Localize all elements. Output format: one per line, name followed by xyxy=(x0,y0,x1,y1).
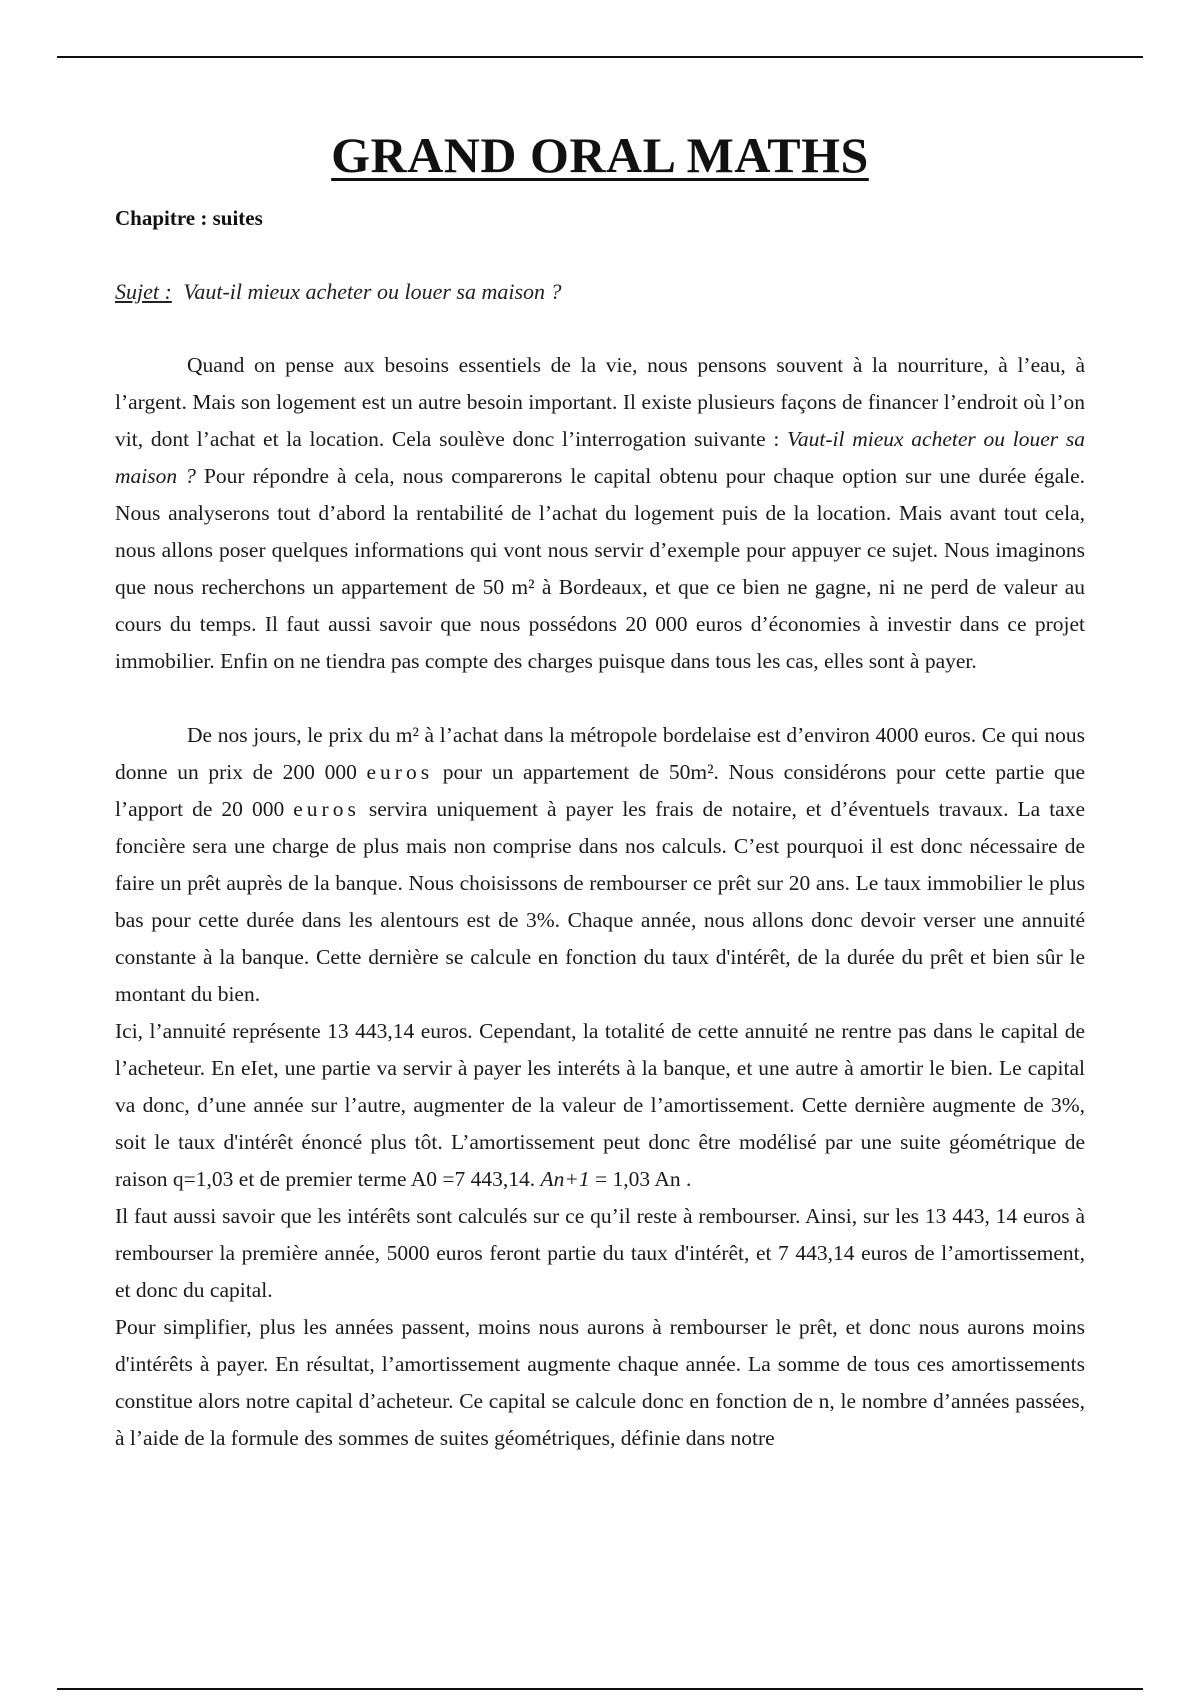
paragraph-purchase-euros-2: euros xyxy=(293,797,360,821)
subject-line xyxy=(115,279,562,305)
document-body xyxy=(115,347,1085,1457)
paragraph-purchase-text-a: De nos jours, le prix du m² à l’achat dans la métropole bordelaise est d’environ 4000 euros. Ce qui nous donne un prix de 200 000 xyxy=(115,723,1085,784)
formula-lhs: An+1 xyxy=(540,1167,590,1191)
formula-rhs: = 1,03 An . xyxy=(595,1167,692,1191)
bottom-rule xyxy=(57,1688,1143,1690)
top-rule xyxy=(57,56,1143,58)
paragraph-purchase-price xyxy=(115,717,1085,1013)
paragraph-annuity xyxy=(115,1013,1085,1198)
chapter-heading: Chapitre : suites xyxy=(115,206,263,230)
paragraph-purchase-euros-1: euros xyxy=(366,760,434,784)
paragraph-purchase-text-c: servira uniquement à payer les frais de notaire, et d’éventuels travaux. La taxe foncière sera une charge de plus mais non comprise dans nos calculs. C’est pourquoi il est donc nécessaire de faire un prêt auprès de la banque. Nous choisissons de rembourser ce prêt sur 20 ans. Le taux immobilier le plus bas pour cette durée dans les alentours est de 3%. Chaque année, nous allons donc devoir verser une annuité constante à la banque. Cette dernière se calcule en fonction du taux d'intérêt, de la durée du prêt et bien sûr le montant du bien. xyxy=(115,797,1086,1006)
paragraph-intro-text-a: Quand on pense aux besoins essentiels de la vie, nous pensons souvent à la nourriture, à l’eau, à l’argent. Mais son logement est un autre besoin important. Il existe plusieurs façons de financer l’endroit où l’on vit, dont l’achat et la location. Cela soulève donc l’interrogation suivante : xyxy=(115,353,1085,451)
paragraph-purchase-text-b: pour un appartement de 50m². Nous considérons pour cette partie que l’apport de 20 000 xyxy=(115,760,1086,821)
paragraph-intro xyxy=(115,347,1085,680)
page-title: GRAND ORAL MATHS xyxy=(331,126,869,183)
paragraph-intro-question: Vaut-il mieux acheter ou louer sa maison ? xyxy=(115,427,1085,488)
paragraph-intro-text-b: Pour répondre à cela, nous comparerons le capital obtenu pour chaque option sur une durée égale. Nous analyserons tout d’abord la rentabilité de l’achat du logement puis de la location. Mais avant tout cela, nous allons poser quelques informations qui vont nous servir d’exemple pour appuyer ce sujet. Nous imaginons que nous recherchons un appartement de 50 m² à Bordeaux, et que ce bien ne gagne, ni ne perd de valeur au cours du temps. Il faut aussi savoir que nous possédons 20 000 euros d’économies à investir dans ce projet immobilier. Enfin on ne tiendra pas compte des charges puisque dans tous les cas, elles sont à payer. xyxy=(115,464,1086,673)
paragraph-annuity-text: Ici, l’annuité représente 13 443,14 euros. Cependant, la totalité de cette annuité ne rentre pas dans le capital de l’acheteur. En eIet, une partie va servir à payer les interéts à la banque, et une autre à amortir le bien. Le capital va donc, d’une année sur l’autre, augmenter de la valeur de l’amortissement. Cette dernière augmente de 3%, soit le taux d'intérêt énoncé plus tôt. L’amortissement peut donc être modélisé par une suite géométrique de raison q=1,03 et de premier terme A0 =7 443,14. xyxy=(115,1019,1085,1191)
paragraph-summary: Pour simplifier, plus les années passent, moins nous aurons à rembourser le prêt, et donc nous aurons moins d'intérêts à payer. En résultat, l’amortissement augmente chaque année. La somme de tous ces amortissements constitue alors notre capital d’acheteur. Ce capital se calcule donc en fonction de n, le nombre d’années passées, à l’aide de la formule des sommes de suites géométriques, définie dans notre xyxy=(115,1315,1085,1450)
subject-label: Sujet : xyxy=(115,279,172,304)
paragraph-interest: Il faut aussi savoir que les intérêts sont calculés sur ce qu’il reste à rembourser. Ainsi, sur les 13 443, 14 euros à rembourser la première année, 5000 euros feront partie du taux d'intérêt, et 7 443,14 euros de l’amortissement, et donc du capital. xyxy=(115,1204,1085,1302)
subject-question: Vaut-il mieux acheter ou louer sa maison ? xyxy=(183,279,562,304)
